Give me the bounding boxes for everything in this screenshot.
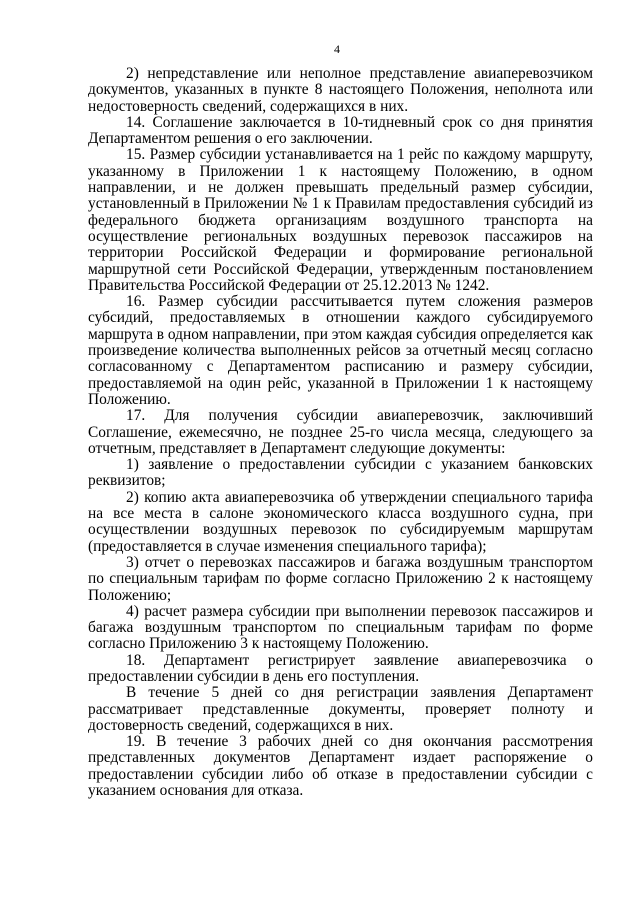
paragraph-clause-18: 18. Департамент регистрирует заявление авиаперевозчика о предоставлении субсидии в день его поступления.: [88, 651, 593, 685]
paragraph-clause-17-item-2: 2) копию акта авиаперевозчика об утверждении специального тарифа на все места в салоне экономического класса воздушного судна, при осуществлении воздушных перевозок по субсидируемым маршрутам (предоставляется в случае изменения специального тарифа);: [88, 488, 593, 555]
paragraph-clause-14: 14. Соглашение заключается в 10-тидневный срок со дня принятия Департаментом решения о его заключении.: [88, 113, 593, 148]
paragraph-clause-17-item-3: 3) отчет о перевозках пассажиров и багажа воздушным транспортом по специальным тарифам по форме согласно Приложению 2 к настоящему Положению;: [88, 553, 593, 604]
paragraph-clause-15: 15. Размер субсидии устанавливается на 1 рейс по каждому маршруту, указанному в Приложении 1 к настоящему Положению, в одном направлении, и не должен превышать предельный размер субсидии, установленный в Приложении № 1 к Правилам предоставления субсидий из федерального бюджета организациям воздушного транспорта на осуществление региональных воздушных перевозок пассажиров на территории Российской Федерации и формирование региональной маршрутной сети Российской Федерации, утвержденным постановлением Правительства Российской Федерации от 25.12.2013 № 1242.: [88, 146, 593, 294]
paragraph-clause-17: 17. Для получения субсидии авиаперевозчик, заключивший Соглашение, ежемесячно, не позднее 25-го числа месяца, следующего за отчетным, представляет в Департамент следующие документы:: [88, 407, 593, 457]
paragraph-clause-17-item-1: 1) заявление о предоставлении субсидии с указанием банковских реквизитов;: [88, 456, 593, 490]
paragraph-clause-16: 16. Размер субсидии рассчитывается путем сложения размеров субсидий, предоставляемых в отношении каждого субсидируемого маршрута в одном направлении, при этом каждая субсидия определяется как произведение количества выполненных рейсов за отчетный месяц согласно согласованному с Департаментом расписанию и размеру субсидии, предоставляемой на один рейс, указанной в Приложении 1 к настоящему Положению.: [88, 293, 593, 408]
page-number: 4: [334, 42, 340, 56]
paragraph-clause-17-item-4: 4) расчет размера субсидии при выполнении перевозок пассажиров и багажа воздушным транспортом по специальным тарифам по форме согласно Приложению 3 к настоящему Положению.: [88, 602, 593, 653]
paragraph-clause-13-item-2: 2) непредставление или неполное представление авиаперевозчиком документов, указанных в пункте 8 настоящего Положения, неполнота или недостоверность сведений, содержащихся в них.: [88, 65, 593, 115]
paragraph-clause-18-review: В течение 5 дней со дня регистрации заявления Департамент рассматривает представленные документы, проверяет полноту и достоверность сведений, содержащихся в них.: [88, 684, 593, 734]
paragraph-clause-19: 19. В течение 3 рабочих дней со дня окончания рассмотрения представленных документов Департамент издает распоряжение о предоставлении субсидии либо об отказе в предоставлении субсидии с указанием основания для отказа.: [88, 733, 593, 800]
document-body: [88, 66, 593, 799]
